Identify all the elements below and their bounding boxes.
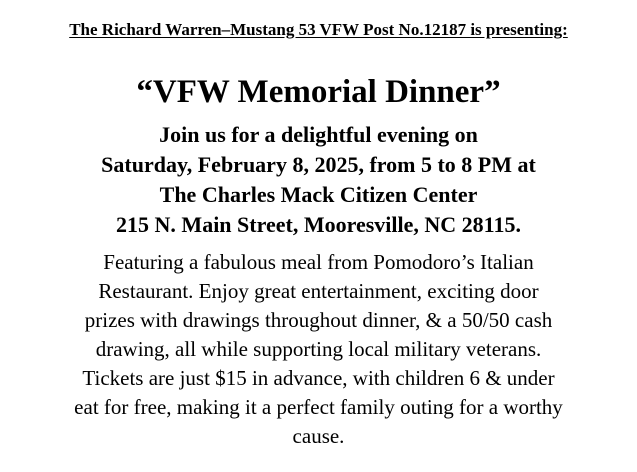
details-line-date-time: Saturday, February 8, 2025, from 5 to 8 PM at xyxy=(101,152,536,177)
description-line: cause. xyxy=(292,424,345,448)
description-line: drawing, all while supporting local military veterans. xyxy=(95,337,542,361)
details-line-invitation: Join us for a delightful evening on xyxy=(159,122,478,147)
event-title: “VFW Memorial Dinner” xyxy=(136,74,501,110)
description-line: Featuring a fabulous meal from Pomodoro’s Italian xyxy=(103,250,534,274)
description-line: Tickets are just $15 in advance, with children 6 & under xyxy=(82,366,555,390)
event-details xyxy=(0,120,637,240)
event-description xyxy=(0,248,637,451)
description-line: prizes with drawings throughout dinner, & a 50/50 cash xyxy=(84,308,553,332)
presenter-line: The Richard Warren–Mustang 53 VFW Post No.12187 is presenting: xyxy=(69,20,568,39)
description-line: Restaurant. Enjoy great entertainment, exciting door xyxy=(98,279,539,303)
details-line-address: 215 N. Main Street, Mooresville, NC 28115. xyxy=(116,212,521,237)
details-line-venue: The Charles Mack Citizen Center xyxy=(159,182,478,207)
description-line: eat for free, making it a perfect family outing for a worthy xyxy=(74,395,563,419)
